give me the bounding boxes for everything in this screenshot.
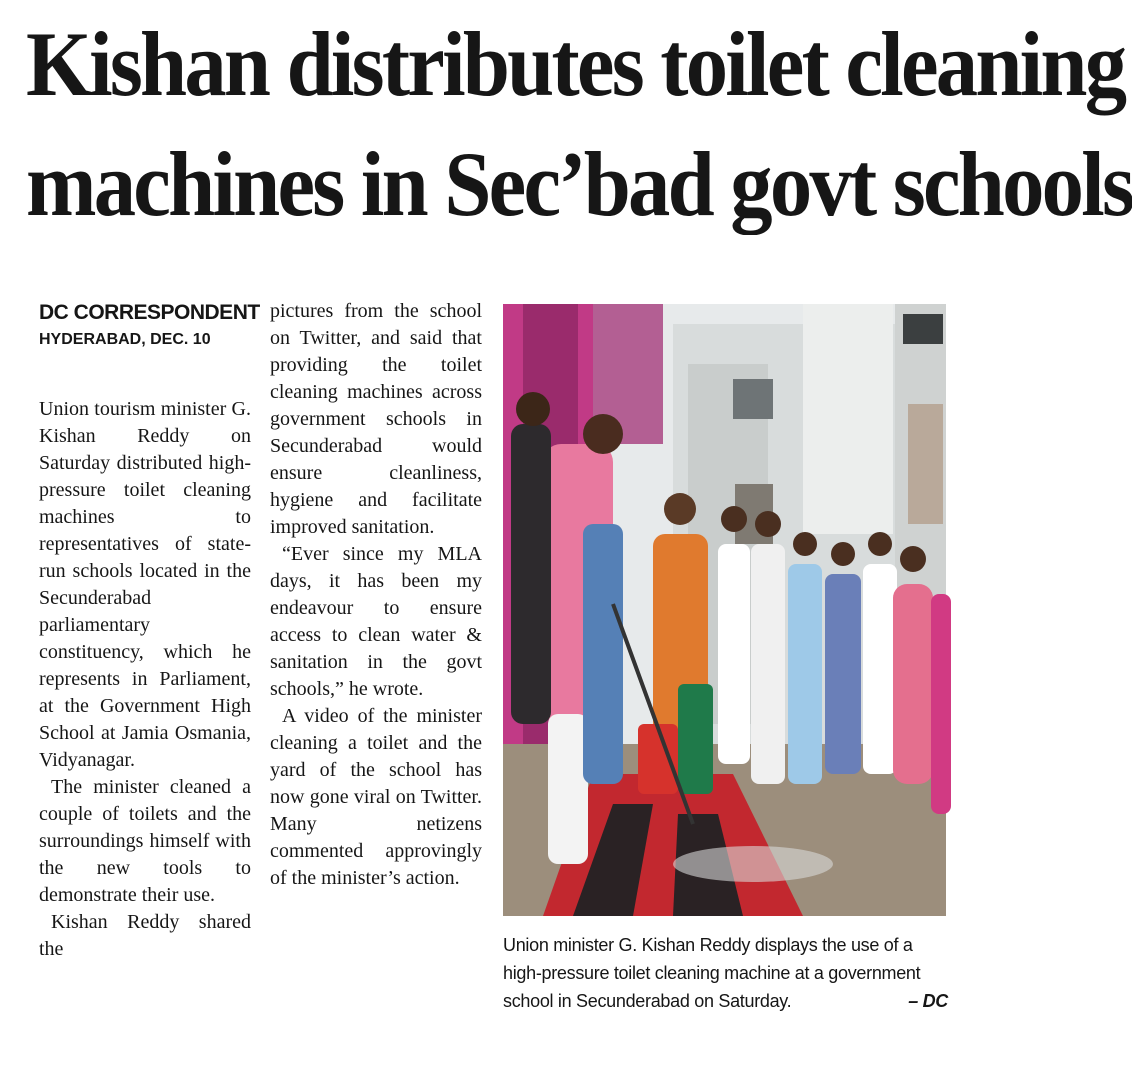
- headline: [26, 4, 1132, 244]
- paragraph: A video of the minister cleaning a toilet and the yard of the school has now gone viral on Twitter. Many netizens commented approvingly of the minister’s action.: [270, 705, 482, 889]
- news-photo-illustration: [503, 304, 946, 916]
- article-column-2: [270, 298, 482, 892]
- byline: [39, 300, 260, 354]
- headline-line-2: machines in Sec’bad govt schools: [26, 133, 1132, 235]
- paragraph: Kishan Reddy shared the: [39, 911, 251, 960]
- article-column-1: [39, 396, 251, 963]
- headline-line-1: Kishan distributes toilet cleaning: [26, 13, 1125, 115]
- byline-dateline: HYDERABAD, DEC. 10: [39, 331, 211, 348]
- paragraph: pictures from the school on Twitter, and said that providing the toilet cleaning machines across government schools in Secunderabad would ensure cleanliness, hygiene and facilitate improved sanitation.: [270, 300, 482, 538]
- paragraph: “Ever since my MLA days, it has been my endeavour to ensure access to clean water & sanitation in the govt schools,” he wrote.: [270, 543, 482, 700]
- news-photo: [503, 304, 946, 916]
- byline-reporter: DC CORRESPONDENT: [39, 301, 260, 324]
- paragraph: The minister cleaned a couple of toilets and the surroundings himself with the new tools to demonstrate their use.: [39, 776, 251, 906]
- photo-caption-text: Union minister G. Kishan Reddy displays the use of a high-pressure toilet cleaning machine at a government school in Secunderabad on Saturday.: [503, 935, 921, 1011]
- photo-caption: [503, 931, 948, 1015]
- paragraph: Union tourism minister G. Kishan Reddy on Saturday distributed high-pressure toilet cleaning machines to representatives of state-run schools located in the Secunderabad parliamentary constituency, which he represents in Parliament, at the Government High School at Jamia Osmania, Vidyanagar.: [39, 398, 251, 771]
- photo-credit: – DC: [908, 991, 948, 1011]
